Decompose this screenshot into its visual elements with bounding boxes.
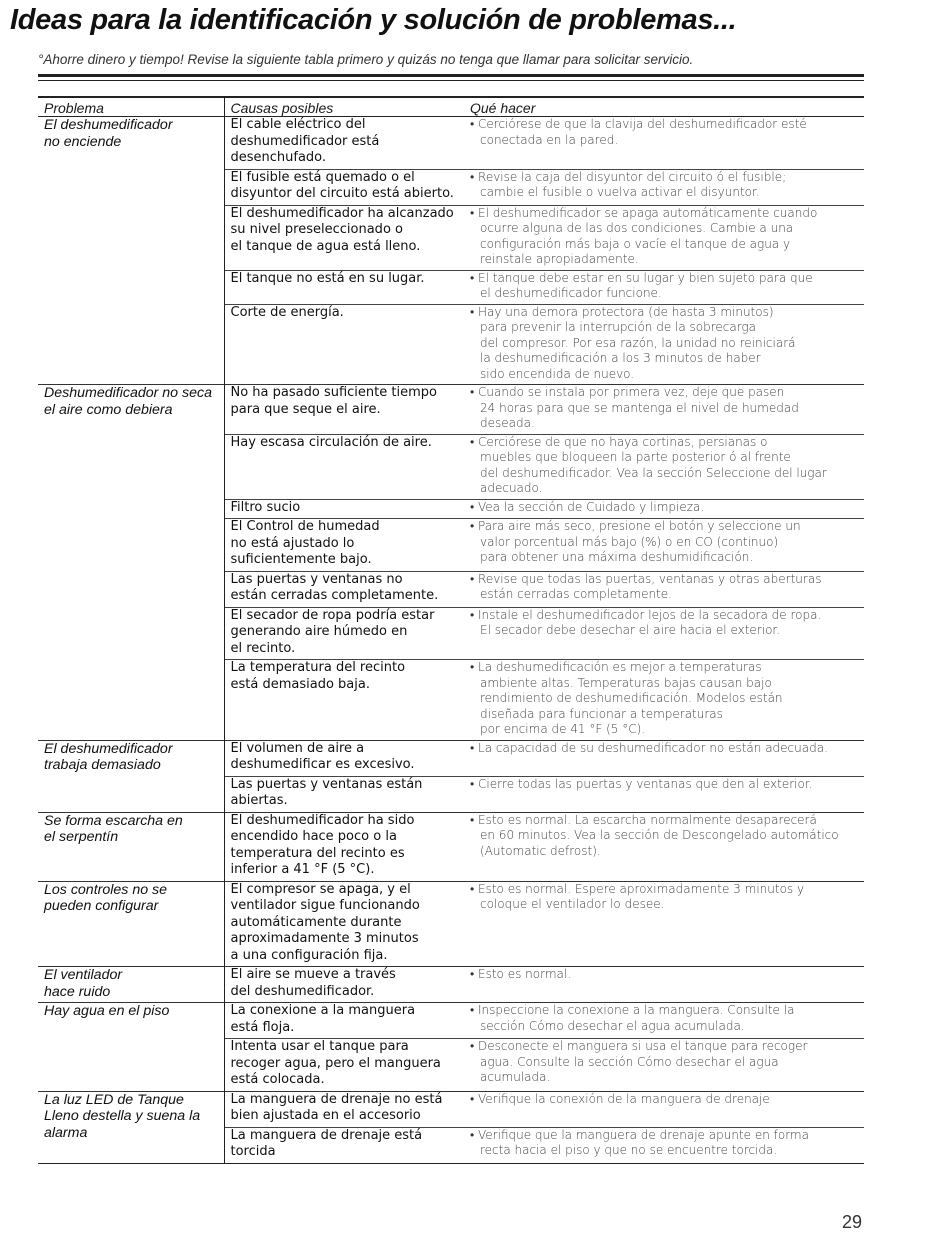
page-title: Ideas para la identificación y solución de problemas... <box>10 4 737 36</box>
fix-text: • Para aire más seco, presione el botón y seleccione un valor porcentual más bajo (%) o en CO (continuo) para obtener una máxima deshumidificación. <box>470 519 860 566</box>
problem-cell: Se forma escarcha en el serpentín <box>38 812 224 881</box>
troubleshooting-table <box>38 96 864 1164</box>
fix-cell <box>464 499 864 519</box>
cause-cell: El secador de ropa podría estar generando aire húmedo en el recinto. <box>224 607 464 660</box>
fix-text: • Esto es normal. Espere aproximadamente 3 minutos y coloque el ventilador lo desee. <box>470 882 860 913</box>
cause-cell: Filtro sucio <box>224 499 464 519</box>
page-subtitle: °Ahorre dinero y tiempo! Revise la siguiente tabla primero y quizás no tenga que llamar para solicitar servicio. <box>38 52 694 67</box>
cause-cell: La manguera de drenaje está torcida <box>224 1127 464 1163</box>
fix-cell <box>464 1091 864 1127</box>
fix-text: • Inspeccione la conexione a la manguera. Consulte la sección Cómo desechar el agua acumulada. <box>470 1003 860 1034</box>
cause-cell: La conexione a la manguera está floja. <box>224 1003 464 1039</box>
fix-cell <box>464 660 864 741</box>
table-row <box>38 1003 864 1039</box>
fix-text: • El tanque debe estar en su lugar y bien sujeto para que el deshumedificador funcione. <box>470 271 860 302</box>
problem-cell: El deshumedificador trabaja demasiado <box>38 740 224 812</box>
cause-cell: Hay escasa circulación de aire. <box>224 434 464 499</box>
problem-cell: La luz LED de Tanque Lleno destella y suena la alarma <box>38 1091 224 1163</box>
fix-text: • La deshumedificación es mejor a temperaturas ambiente altas. Temperaturas bajas causan bajo rendimiento de deshumedificación. Modelos están diseñada para funcionar a temperaturas por encima de 41 °F (5 °C). <box>470 660 860 738</box>
cause-cell: El fusible está quemado o el disyuntor del circuito está abierto. <box>224 169 464 205</box>
problem-cell: El ventilador hace ruido <box>38 967 224 1003</box>
fix-text: • El deshumedificador se apaga automáticamente cuando ocurre alguna de las dos condiciones. Cambie a una configuración más baja o vacíe el tanque de agua y reinstale apropiadamente. <box>470 206 860 268</box>
fix-cell <box>464 812 864 881</box>
cause-cell: Intenta usar el tanque para recoger agua, pero el manguera está colocada. <box>224 1039 464 1092</box>
fix-cell <box>464 270 864 304</box>
cause-cell: El tanque no está en su lugar. <box>224 270 464 304</box>
problem-cell: Los controles no se pueden configurar <box>38 881 224 967</box>
fix-text: • La capacidad de su deshumedificador no están adecuada. <box>470 741 860 757</box>
cause-cell: Corte de energía. <box>224 304 464 385</box>
cause-cell: El Control de humedad no está ajustado lo suficientemente bajo. <box>224 519 464 572</box>
fix-cell <box>464 1127 864 1163</box>
fix-cell <box>464 571 864 607</box>
cause-cell: El compresor se apaga, y el ventilador sigue funcionando automáticamente durante aproximadamente 3 minutos a una configuración fija. <box>224 881 464 967</box>
fix-cell <box>464 740 864 776</box>
column-header-causas: Causas posibles <box>224 97 464 117</box>
fix-text: • Verifique la conexión de la manguera de drenaje <box>470 1092 860 1108</box>
fix-cell <box>464 1003 864 1039</box>
cause-cell: Las puertas y ventanas no están cerradas completamente. <box>224 571 464 607</box>
table-row <box>38 967 864 1003</box>
fix-cell <box>464 304 864 385</box>
column-header-que-hacer: Qué hacer <box>464 97 864 117</box>
fix-text: • Revise que todas las puertas, ventanas y otras aberturas están cerradas completamente. <box>470 572 860 603</box>
fix-text: • Revise la caja del disyuntor del circuito ó el fusible; cambie el fusible o vuelva activar el disyuntor. <box>470 170 860 201</box>
fix-cell <box>464 776 864 812</box>
fix-cell <box>464 169 864 205</box>
cause-cell: El aire se mueve a través del deshumedificador. <box>224 967 464 1003</box>
title-divider <box>38 74 864 77</box>
fix-cell <box>464 205 864 270</box>
cause-cell: Las puertas y ventanas están abiertas. <box>224 776 464 812</box>
table-header-row <box>38 97 864 117</box>
fix-text: • Cerciórese de que la clavija del deshumedificador esté conectada en la pared. <box>470 117 860 148</box>
fix-cell <box>464 881 864 967</box>
cause-cell: El volumen de aire a deshumedificar es excesivo. <box>224 740 464 776</box>
table-row <box>38 812 864 881</box>
page-number: 29 <box>842 1212 863 1232</box>
fix-cell <box>464 1039 864 1092</box>
fix-text: • Desconecte el manguera si usa el tanque para recoger agua. Consulte la sección Cómo desechar el agua acumulada. <box>470 1039 860 1086</box>
table-row <box>38 740 864 776</box>
cause-cell: La manguera de drenaje no está bien ajustada en el accesorio <box>224 1091 464 1127</box>
cause-cell: No ha pasado suficiente tiempo para que seque el aire. <box>224 385 464 435</box>
table-row <box>38 1091 864 1127</box>
fix-text: • Cuando se instala por primera vez, deje que pasen 24 horas para que se mantenga el nivel de humedad deseada. <box>470 385 860 432</box>
problem-cell: Deshumedificador no seca el aire como debiera <box>38 385 224 741</box>
cause-cell: El deshumedificador ha sido encendido hace poco o la temperatura del recinto es inferior a 41 °F (5 °C). <box>224 812 464 881</box>
fix-text: • Verifique que la manguera de drenaje apunte en forma recta hacia el piso y que no se encuentre torcida. <box>470 1128 860 1159</box>
fix-text: • Hay una demora protectora (de hasta 3 minutos) para prevenir la interrupción de la sobrecarga del compresor. Por esa razón, la unidad no reiniciará la deshumedificación a los 3 minutos de haber sido encendida de nuevo. <box>470 305 860 383</box>
fix-cell <box>464 117 864 170</box>
table-row <box>38 385 864 435</box>
problem-cell: El deshumedificador no enciende <box>38 117 224 385</box>
fix-cell <box>464 519 864 572</box>
fix-cell <box>464 385 864 435</box>
column-header-problema: Problema <box>38 97 224 117</box>
fix-cell <box>464 607 864 660</box>
fix-text: • Vea la sección de Cuidado y limpieza. <box>470 500 860 516</box>
fix-text: • Esto es normal. <box>470 967 860 983</box>
fix-cell <box>464 967 864 1003</box>
table-row <box>38 117 864 170</box>
problem-cell: Hay agua en el piso <box>38 1003 224 1092</box>
table-body <box>38 117 864 1164</box>
fix-text: • Esto es normal. La escarcha normalmente desaparecerá en 60 minutos. Vea la sección de Descongelado automático (Automatic defrost). <box>470 813 860 860</box>
title-divider-thin <box>38 80 864 81</box>
fix-text: • Instale el deshumedificador lejos de la secadora de ropa. El secador debe desechar el aire hacia el exterior. <box>470 608 860 639</box>
fix-cell <box>464 434 864 499</box>
fix-text: • Cierre todas las puertas y ventanas que den al exterior. <box>470 777 860 793</box>
cause-cell: El cable eléctrico del deshumedificador está desenchufado. <box>224 117 464 170</box>
cause-cell: La temperatura del recinto está demasiado baja. <box>224 660 464 741</box>
fix-text: • Cerciórese de que no haya cortinas, persianas o muebles que bloqueen la parte posterior ó al frente del deshumedificador. Vea la sección Seleccione del lugar adecuado. <box>470 435 860 497</box>
table-row <box>38 881 864 967</box>
cause-cell: El deshumedificador ha alcanzado su nivel preseleccionado o el tanque de agua está lleno. <box>224 205 464 270</box>
